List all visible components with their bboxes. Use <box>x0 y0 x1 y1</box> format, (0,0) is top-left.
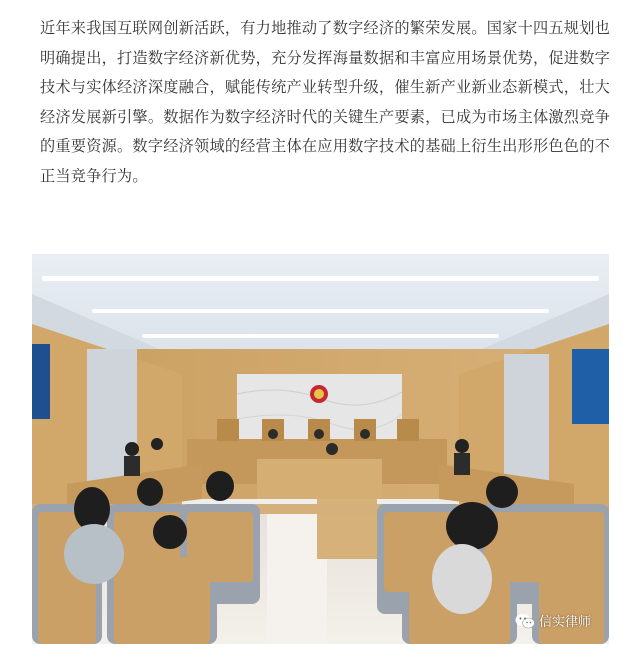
watermark <box>515 611 591 630</box>
watermark-text: 信实律师 <box>538 615 591 630</box>
courtroom-photo <box>32 254 609 644</box>
wechat-icon <box>515 613 535 629</box>
article-paragraph: 近年来我国互联网创新活跃，有力地推动了数字经济的繁荣发展。国家十四五规划也明确提出，打造数字经济新优势，充分发挥海量数据和丰富应用场景优势，促进数字技术与实体经济深度融合，赋能传统产业转型升级，催生新产业新业态新模式，壮大经济发展新引擎。数据作为数字经济时代的关键生产要素，已成为市场主体激烈竞争的重要资源。数字经济领域的经营主体在应用数字技术的基础上衍生出形形色色的不正当竞争行为。 <box>40 19 610 185</box>
courtroom-illustration <box>32 254 609 644</box>
